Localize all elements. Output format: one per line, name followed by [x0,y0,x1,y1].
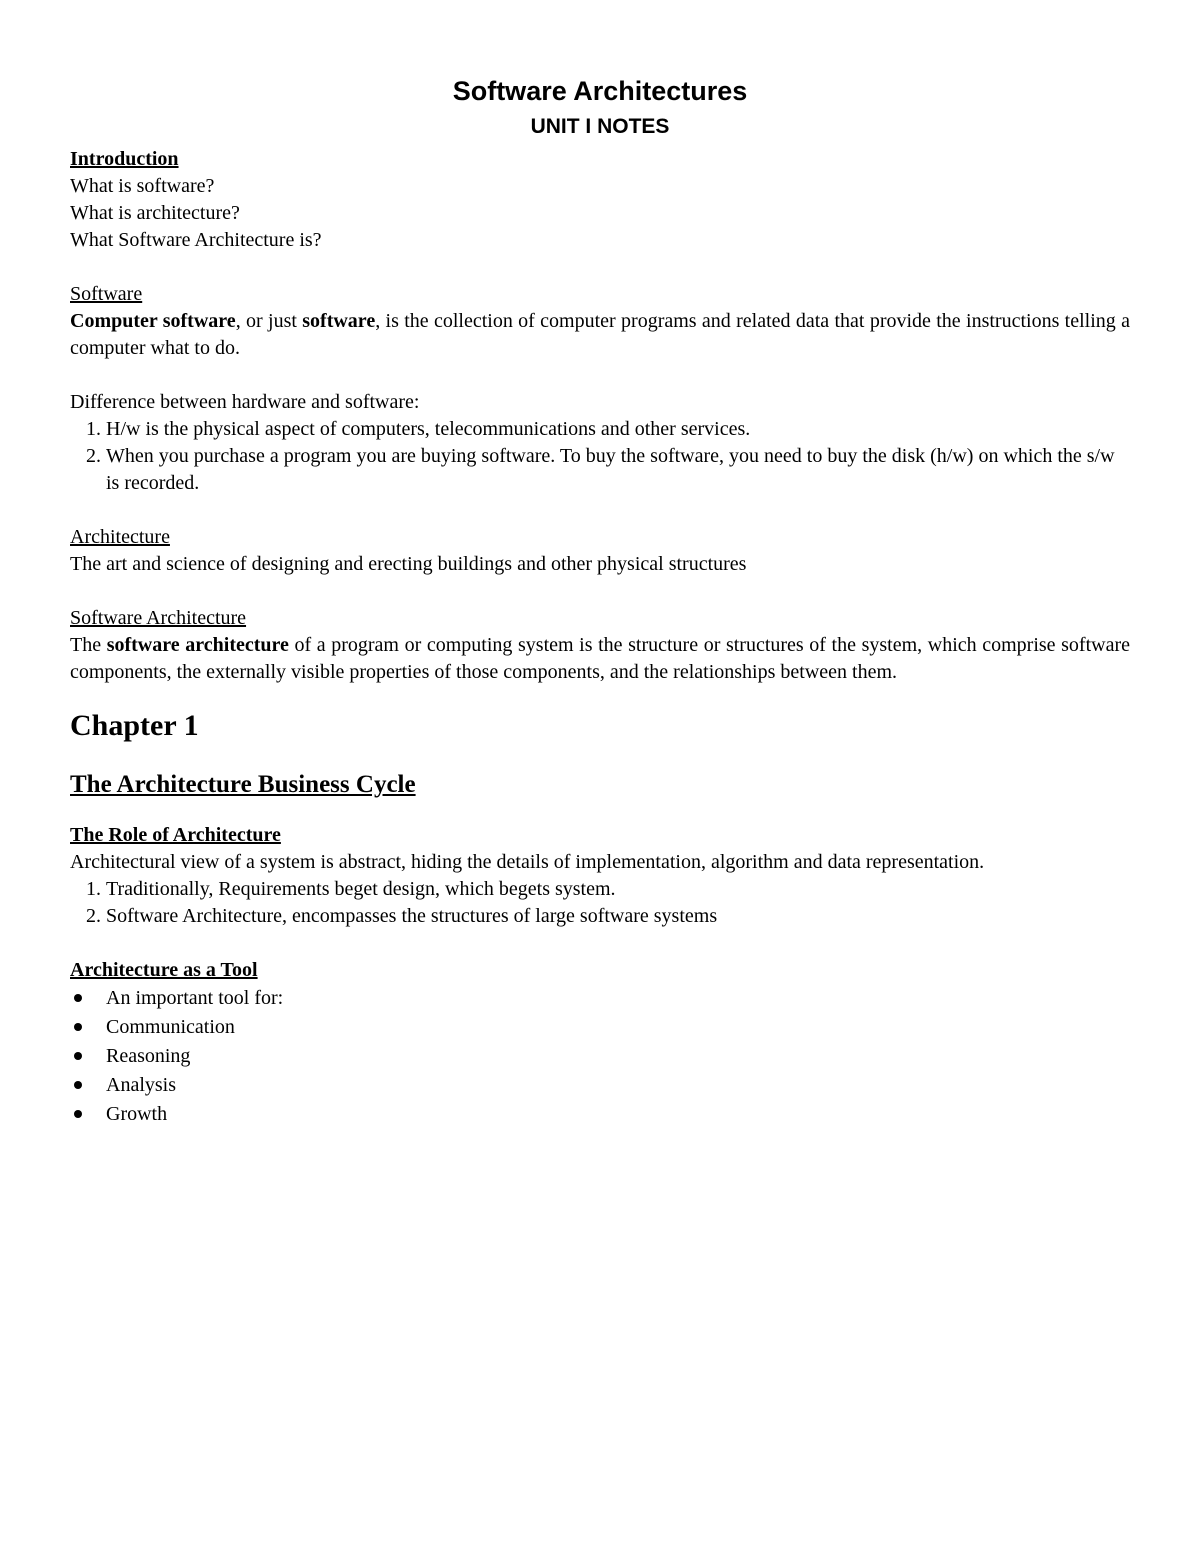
software-definition-text: , is the collection of computer programs and related data that provide the instructions telling a computer what to do. [70,310,1130,359]
architecture-definition: The art and science of designing and erecting buildings and other physical structures [70,553,747,575]
definition-text: The [70,634,107,656]
software-definition [70,308,1130,362]
software-architecture-heading: Software Architecture [70,607,247,629]
list-item: 2. Software Architecture, encompasses the structures of large software systems [106,903,1130,930]
list-item [106,1071,1130,1100]
software-architecture-definition [70,632,1130,686]
list-item [106,1013,1130,1042]
list-item-text: Reasoning [106,1045,191,1067]
intro-line: What Software Architecture is? [70,229,322,251]
role-text: Architectural view of a system is abstract, hiding the details of implementation, algorithm and data representation. [70,851,985,873]
bullet-icon [74,1110,82,1118]
list-item [106,1042,1130,1071]
list-item-text: An important tool for: [106,987,284,1009]
bullet-icon [74,994,82,1002]
list-item: 2. When you purchase a program you are buying software. To buy the software, you need to buy the disk (h/w) on which the s/w is recorded. [106,443,1130,497]
list-item-text: Communication [106,1016,235,1038]
tool-list [70,984,1130,1129]
section-title: The Architecture Business Cycle [70,771,416,798]
bullet-icon [74,1052,82,1060]
bullet-icon [74,1023,82,1031]
software-definition-term: software [302,310,376,332]
list-item [106,984,1130,1013]
document-page [70,72,1130,1129]
intro-line: What is software? [70,175,215,197]
definition-term: software architecture [106,634,289,656]
introduction-heading: Introduction [70,148,179,170]
definition-text: of a program or computing system is the structure or structures of the system, which comprise software components, the externally visible properties of those components, and the relationships between them. [70,634,1130,683]
list-item: 1. Traditionally, Requirements beget design, which begets system. [106,876,1130,903]
difference-list [70,416,1130,497]
list-item [106,1100,1130,1129]
bullet-icon [74,1081,82,1089]
architecture-heading: Architecture [70,526,170,548]
intro-line: What is architecture? [70,202,240,224]
document-title: Software Architectures [452,76,748,106]
software-heading: Software [70,283,143,305]
list-item: 1. H/w is the physical aspect of computers, telecommunications and other services. [106,416,1130,443]
software-definition-term: Computer software [70,310,236,332]
role-list [70,876,1130,930]
software-definition-text: , or just [235,310,303,332]
list-item-text: Analysis [106,1074,176,1096]
difference-heading: Difference between hardware and software: [70,391,420,413]
list-item-text: Growth [106,1103,168,1125]
tool-heading: Architecture as a Tool [70,959,258,981]
document-subtitle: UNIT I NOTES [530,115,670,138]
chapter-title: Chapter 1 [70,709,199,742]
role-heading: The Role of Architecture [70,824,281,846]
